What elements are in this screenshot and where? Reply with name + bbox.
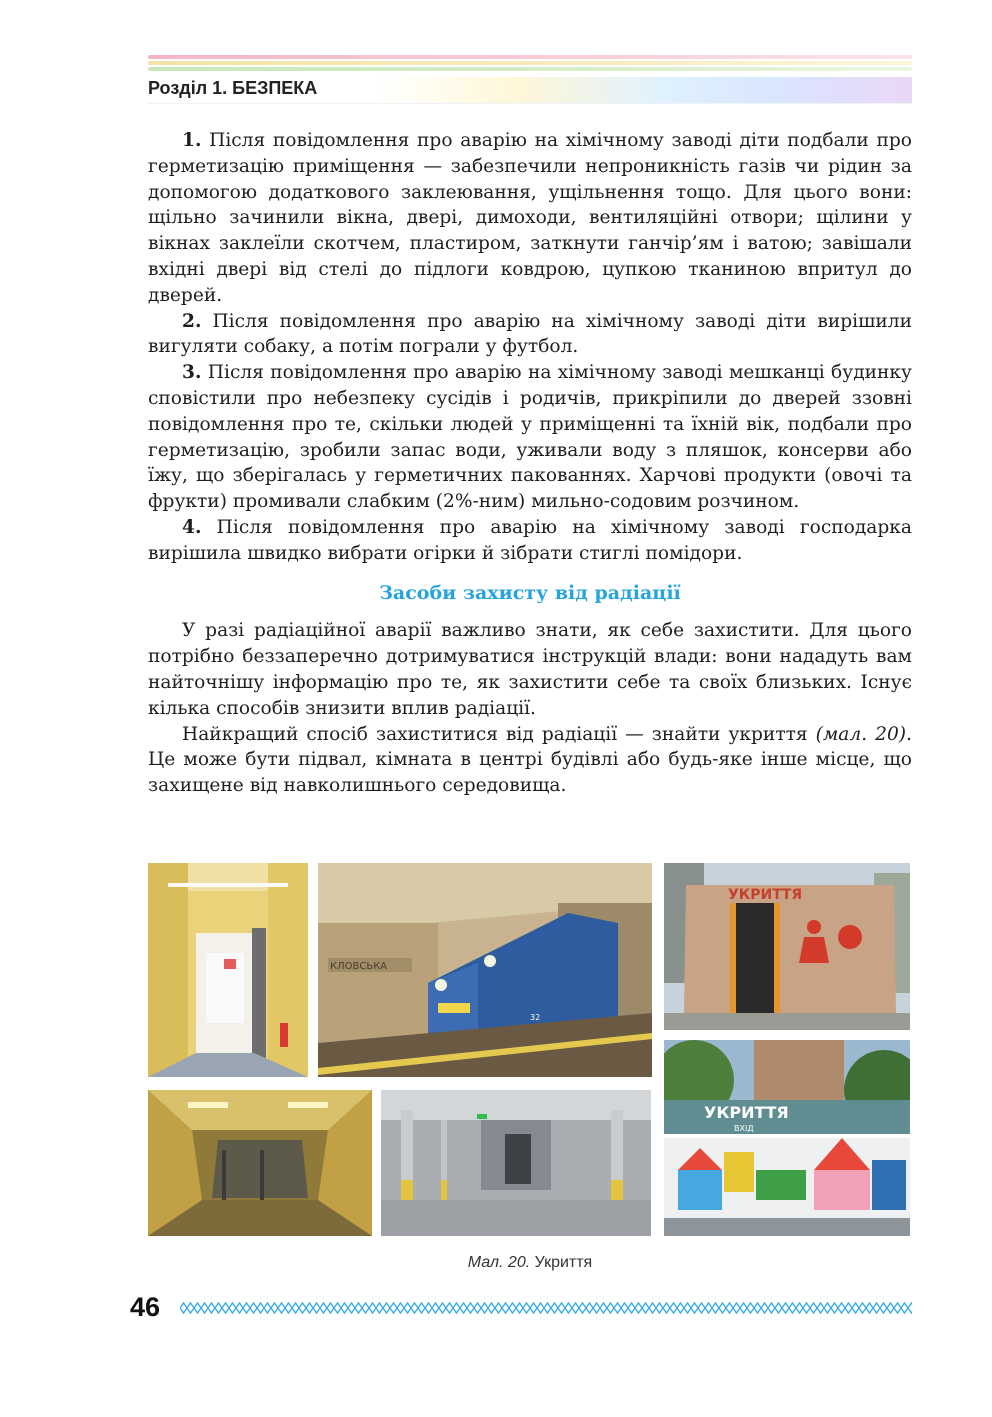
shelter-sign: УКРИТТЯ <box>728 887 803 903</box>
item-number: 4. <box>182 516 202 538</box>
page-number: 46 <box>130 1292 161 1322</box>
shelter-sign: УКРИТТЯ <box>704 1103 789 1122</box>
paragraph-1 <box>148 128 912 309</box>
photo-outdoor-shelter <box>664 863 910 1030</box>
footer-ornament <box>180 1300 912 1316</box>
photo-underground-parking <box>381 1090 651 1236</box>
section-title: Розділ 1. БЕЗПЕКА <box>148 78 318 98</box>
paragraph-4 <box>148 515 912 567</box>
figure-reference: (мал. 20) <box>815 723 907 745</box>
paragraph-text: Після повідомлення про аварію на хімічному заводі господарка вирішила швидко вибрати огірки й зібрати стиглі помідори. <box>148 516 912 564</box>
paragraph-5: У разі радіаційної аварії важливо знати, як себе захистити. Для цього потрібно беззаперечно дотримуватися інструкцій влади: вони нададуть вам найточнішу інформацію про те, як захистити себе та своїх близьких. Існує кілька способів знизити вплив радіації. <box>148 620 912 719</box>
item-number: 2. <box>182 310 202 332</box>
photo-underground-passage <box>148 1090 372 1236</box>
paragraph-text: Найкращий спосіб захиститися від радіації — знайти укриття <box>182 723 816 745</box>
figure-label: Мал. 20. <box>467 1254 531 1271</box>
figure-caption <box>148 1254 912 1272</box>
paragraph-text: . Це може бути підвал, кімната в центрі будівлі або будь-яке інше місце, що захищене від навколишнього середовища. <box>148 723 912 797</box>
photo-painted-shelter <box>664 1040 910 1236</box>
paragraph-2 <box>148 309 912 361</box>
paragraph-6 <box>148 722 912 799</box>
item-number: 3. <box>182 362 202 384</box>
train-number: 32 <box>530 1013 541 1022</box>
paragraph-text: Після повідомлення про аварію на хімічному заводі діти вирішили вигуляти собаку, а потім пограли у футбол. <box>148 310 912 358</box>
paragraph-3 <box>148 360 912 515</box>
header-stripes <box>148 55 912 73</box>
body-text <box>148 128 912 799</box>
metro-sign: КЛОВСЬКА <box>330 961 388 972</box>
shelter-entrance-label: ВХІД <box>734 1124 754 1133</box>
item-number: 1. <box>182 130 202 151</box>
photo-metro-station <box>318 863 652 1077</box>
paragraph-text: Після повідомлення про аварію на хімічному заводі діти подбали про герметизацію приміщення — забезпечили непроникність газів чи рідин за допомогою додаткового заклеювання, ущільнення тощо. Для цього вони: щільно зачинили вікна, двері, димоходи, вентиляційні отвори; щілини у вікнах заклеїли скотчем, пластиром, заткнути ганчір’ям і ватою; завішали вхідні двері від стелі до підлоги ковдрою, цупкою тканиною впритул до дверей. <box>148 130 912 306</box>
subsection-heading: Засоби захисту від радіації <box>379 581 681 604</box>
figure-caption-text: Укриття <box>530 1254 593 1271</box>
paragraph-text: Після повідомлення про аварію на хімічному заводі мешканці будинку сповістили про небезпеку сусідів і родичів, прикріпили до дверей ззовні повідомлення про те, скільки людей у приміщенні та їхній вік, подбали про герметизацію, зробили запас води, уживали воду з пляшок, консерви або їжу, що зберігалась у герметичних пакованнях. Харчові продукти (овочі та фрукти) промивали слабким (2%-ним) мильно-содовим розчином. <box>148 362 912 513</box>
photo-shelter-corridor <box>148 863 308 1077</box>
